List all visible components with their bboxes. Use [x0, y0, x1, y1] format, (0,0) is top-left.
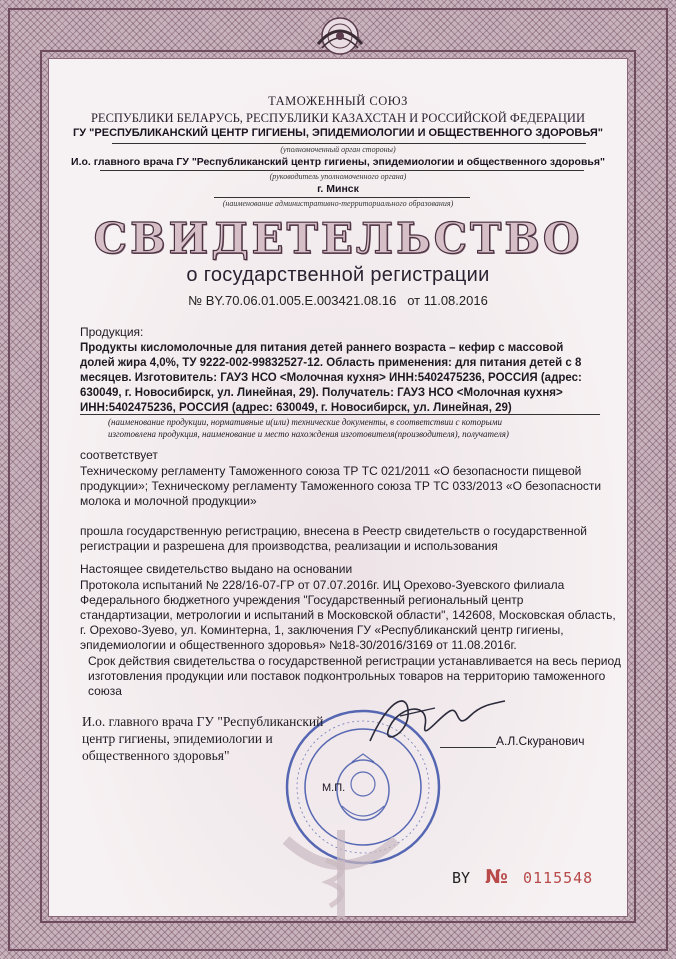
conformity-line: молока и молочной продукции»: [80, 494, 257, 508]
product-line: долей жира 4,0%, ТУ 9222-002-99832527-12. Область применения: для питания детей с 8: [80, 357, 582, 369]
republics-line: РЕСПУБЛИКИ БЕЛАРУСЬ, РЕСПУБЛИКИ КАЗАХСТАН И РОССИЙСКОЙ ФЕДЕРАЦИИ: [90, 111, 585, 125]
basis-text: [80, 578, 616, 653]
basis-line: Федерального бюджетного учреждения "Государственный региональный центр: [80, 593, 524, 607]
registration-number-value: № BY.70.06.01.005.E.003421.08.16: [188, 293, 397, 308]
registration-passed: [80, 524, 587, 554]
passed-line: регистрации и разрешена для производства, реализации и использования: [80, 539, 498, 553]
divider: [100, 170, 584, 171]
certificate-title: СВИДЕТЕЛЬСТВО: [93, 214, 583, 263]
product-line: месяцев. Изготовитель: ГАУЗ НСО <Молочная кухня> ИНН:5402475236, РОССИЯ (адрес:: [80, 372, 582, 384]
organization-caption: (уполномоченный орган стороны): [280, 145, 396, 154]
signatory-line: И.о. главного врача ГУ "Республиканский: [82, 714, 324, 729]
product-caption-line: (наименование продукции, нормативные и(или) технические документы, в соответствии с которыми: [108, 417, 502, 427]
signature-icon: [360, 686, 510, 756]
city: г. Минск: [317, 183, 359, 195]
divider: [80, 414, 600, 415]
conformity-text: [80, 464, 601, 509]
passed-line: прошла государственную регистрацию, внесена в Реестр свидетельств о государственной: [80, 524, 587, 538]
serial-country: BY: [452, 869, 471, 887]
validity-text: [88, 654, 621, 699]
divider: [112, 143, 586, 144]
validity-line: Срок действия свидетельства о государственной регистрации устанавливается на весь период: [88, 654, 621, 668]
signatory-line: центр гигиены, эпидемиологии и: [82, 731, 273, 746]
divider: [214, 197, 470, 198]
serial-number: [452, 866, 593, 888]
city-caption: (наименование административно-территориального образования): [222, 199, 454, 208]
hygiene-emblem-icon: [266, 810, 416, 920]
product-description: [80, 341, 582, 416]
head-caption: (руководитель уполномоченного органа): [269, 172, 407, 181]
organization-name: ГУ "РЕСПУБЛИКАНСКИЙ ЦЕНТР ГИГИЕНЫ, ЭПИДЕМИОЛОГИИ И ОБЩЕСТВЕННОГО ЗДОРОВЬЯ": [73, 127, 603, 139]
signatory-line: общественного здоровья": [82, 748, 230, 763]
product-line: 630049, г. Новосибирск, ул. Линейная, 29). Получатель: ГАУЗ НСО <Молочная кухня>: [80, 387, 563, 399]
product-label: Продукция:: [80, 325, 144, 339]
serial-no-sign: №: [485, 866, 508, 888]
head-line: И.о. главного врача ГУ "Республиканский центр гигиены, эпидемиологии и общественного здоровья": [71, 156, 605, 168]
product-line: ИНН:5402475236, РОССИЯ (адрес: 630049, г. Новосибирск, ул. Линейная, 29): [80, 402, 512, 414]
serial-value: 0115548: [522, 869, 594, 887]
conformity-line: Техническому регламенту Таможенного союза ТР ТС 021/2011 «О безопасности пищевой: [80, 464, 582, 478]
certificate-subtitle: о государственной регистрации: [186, 264, 490, 286]
basis-line: Протокола испытаний № 228/16-07-ГР от 07.07.2016г. ИЦ Орехово-Зуевского филиала: [80, 578, 565, 592]
validity-line: союза: [88, 684, 122, 698]
signatory-name: А.Л.Скуранович: [496, 734, 585, 748]
signature-line: [440, 747, 496, 748]
product-caption: [108, 416, 509, 440]
seal-place: М.П.: [322, 782, 346, 794]
basis-line: г. Орехово-Зуево, ул. Коминтерна, 1, заключения ГУ «Республиканский центр гигиены,: [80, 623, 564, 637]
customs-union-emblem-icon: [312, 8, 368, 62]
validity-line: изготовления продукции или поставок подконтрольных товаров на территорию таможенного: [88, 669, 606, 683]
registration-date: от 11.08.2016: [407, 293, 488, 308]
registration-number: [0, 293, 676, 308]
signatory-title: [82, 713, 323, 764]
conformity-label: соответствует: [80, 448, 158, 462]
conformity-line: продукции»; Техническому регламенту Таможенного союза ТР ТС 033/2013 «О безопасности: [80, 479, 602, 493]
product-caption-line: изготовлена продукция, наименование и место нахождения изготовителя(производителя), получателя): [108, 429, 509, 439]
union-title: ТАМОЖЕННЫЙ СОЮЗ: [268, 94, 408, 108]
basis-label: Настоящее свидетельство выдано на основании: [80, 562, 353, 576]
product-line: Продукты кисломолочные для питания детей раннего возраста – кефир с массовой: [80, 342, 564, 354]
basis-line: стандартизации, метрологии и испытаний в Московской области", 142608, Московская область,: [80, 608, 616, 622]
basis-line: эпидемиологии и общественного здоровья» №18-30/2016/3169 от 11.08.2016г.: [80, 638, 517, 652]
